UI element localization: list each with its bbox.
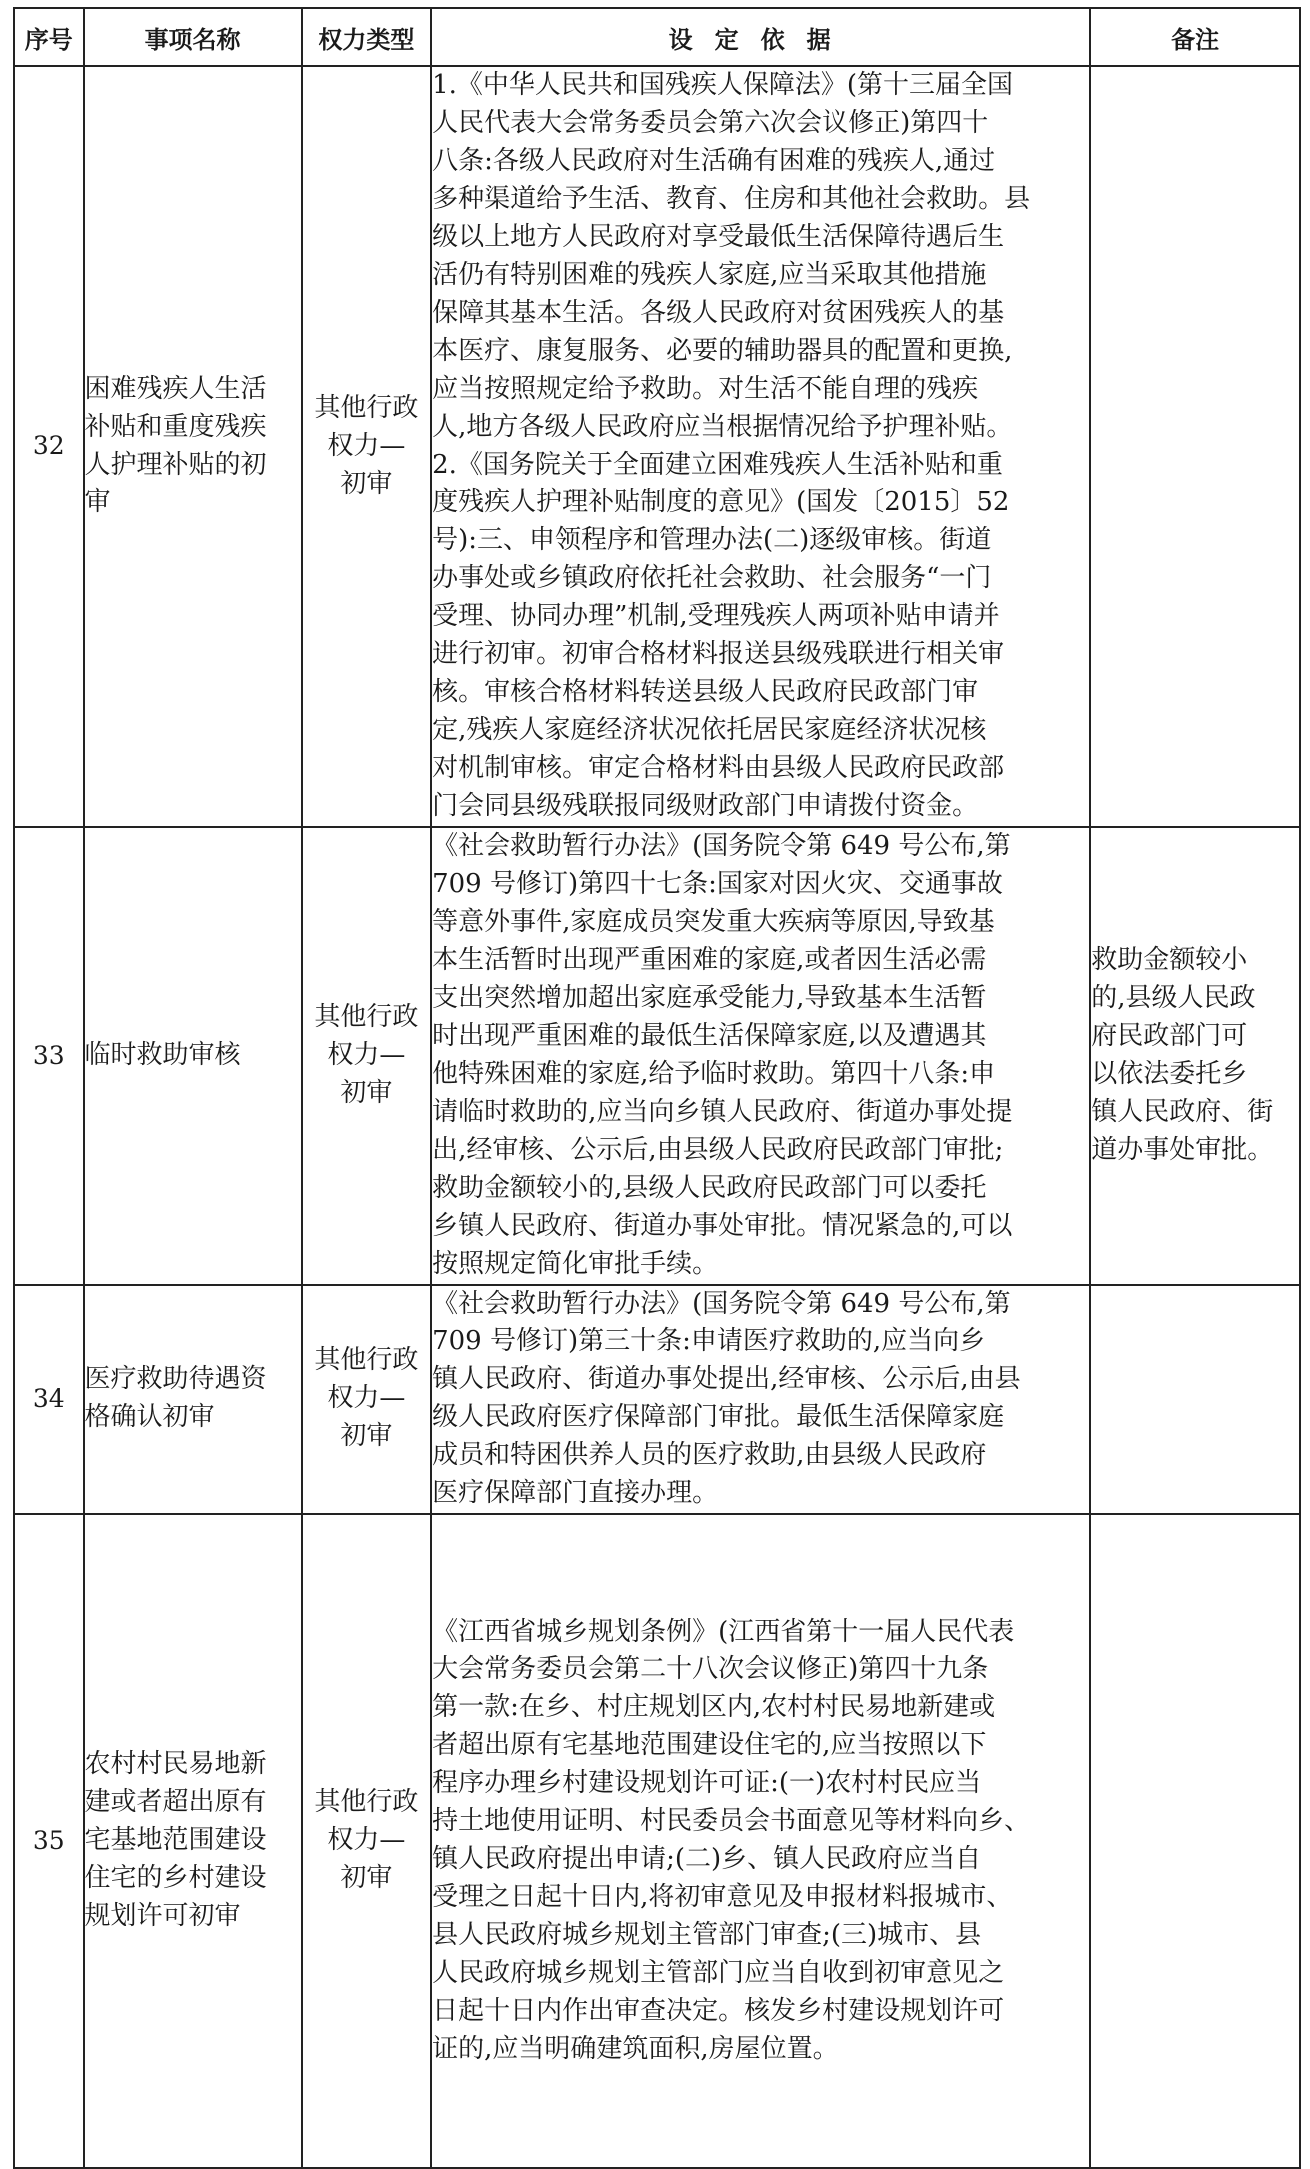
header-type: 权力类型 [302,8,431,66]
legal-basis-line: 请临时救助的,应当向乡镇人民政府、街道办事处提 [432,1096,1013,1127]
row-number: 34 [14,1285,84,1515]
legal-basis-line: 受理之日起十日内,将初审意见及申报材料报城市、 [432,1882,1013,1913]
item-name-line: 临时救助审核 [84,1039,241,1070]
authority-list-table [13,7,1301,2169]
legal-basis-line: 本生活暂时出现严重困难的家庭,或者因生活必需 [432,944,987,975]
legal-basis-line: 受理、协同办理”机制,受理残疾人两项补贴申请并 [432,601,1000,632]
legal-basis-line: 级以上地方人民政府对享受最低生活保障待遇后生 [432,221,1005,252]
authority-type-line: 权力— [327,1383,406,1414]
header-basis: 设定依据 [431,8,1090,66]
header-note: 备注 [1090,8,1300,66]
authority-type-line: 权力— [327,430,406,461]
legal-basis-line: 程序办理乡村建设规划许可证:(一)农村村民应当 [432,1768,982,1799]
table-row [14,1285,1300,1515]
item-name [84,66,302,827]
table-row [14,66,1300,827]
authority-type [302,1285,431,1515]
legal-basis-line: 乡镇人民政府、街道办事处审批。情况紧急的,可以 [432,1210,1013,1241]
legal-basis-line: 日起十日内作出审查决定。核发乡村建设规划许可 [432,1996,1005,2027]
legal-basis-line: 1.《中华人民共和国残疾人保障法》(第十三届全国 [432,70,1014,100]
legal-basis-line: 时出现严重困难的最低生活保障家庭,以及遭遇其 [432,1020,987,1051]
item-name-line: 困难残疾人生活 [84,373,267,404]
legal-basis-line: 八条:各级人民政府对生活确有困难的残疾人,通过 [432,145,996,176]
item-name-line: 医疗救助待遇资 [84,1364,267,1395]
item-name-line: 农村村民易地新 [84,1749,267,1780]
legal-basis-line: 709 号修订)第三十条:申请医疗救助的,应当向乡 [432,1326,986,1357]
header-name: 事项名称 [84,8,302,66]
remark [1090,66,1300,827]
item-name-line: 住宅的乡村建设 [84,1863,267,1894]
item-name-line: 审 [84,487,111,518]
item-name-line: 建或者超出原有 [84,1787,267,1818]
legal-basis-line: 等意外事件,家庭成员突发重大疾病等原因,导致基 [432,906,995,937]
legal-basis-line: 大会常务委员会第二十八次会议修正)第四十九条 [432,1654,989,1685]
authority-type [302,1514,431,2168]
legal-basis-line: 者超出原有宅基地范围建设住宅的,应当按照以下 [432,1730,987,1761]
authority-type-line: 其他行政 [314,1001,419,1032]
row-number: 32 [14,66,84,827]
legal-basis-line: 人,地方各级人民政府应当根据情况给予护理补贴。 [432,411,1013,442]
item-name [84,1285,302,1515]
legal-basis-line: 县人民政府城乡规划主管部门审查;(三)城市、县 [432,1920,982,1951]
legal-basis-line: 《社会救助暂行办法》(国务院令第 649 号公布,第 [432,831,1011,862]
item-name [84,827,302,1284]
legal-basis-line: 709 号修订)第四十七条:国家对因火灾、交通事故 [432,869,1003,900]
item-name-line: 宅基地范围建设 [84,1825,267,1856]
legal-basis-line: 出,经审核、公示后,由县级人民政府民政部门审批; [432,1134,1004,1165]
authority-type-line: 其他行政 [314,1345,419,1376]
legal-basis-line: 办事处或乡镇政府依托社会救助、社会服务“一门 [432,563,992,594]
authority-type [302,66,431,827]
legal-basis-line: 证的,应当明确建筑面积,房屋位置。 [432,2033,839,2064]
authority-type-line: 初审 [340,468,393,499]
authority-type [302,827,431,1284]
legal-basis-line: 《江西省城乡规划条例》(江西省第十一届人民代表 [432,1616,1015,1647]
item-name-line: 格确认初审 [84,1402,215,1433]
legal-basis-line: 核。审核合格材料转送县级人民政府民政部门审 [432,677,979,708]
legal-basis-line: 人民代表大会常务委员会第六次会议修正)第四十 [432,107,989,138]
authority-type-line: 初审 [340,1421,393,1452]
row-number: 33 [14,827,84,1284]
item-name-line: 补贴和重度残疾 [84,411,267,442]
legal-basis-line: 度残疾人护理补贴制度的意见》(国发〔2015〕52 [432,487,1010,518]
legal-basis-line: 级人民政府医疗保障部门审批。最低生活保障家庭 [432,1402,1005,1433]
legal-basis-line: 门会同县级残联报同级财政部门申请拨付资金。 [432,791,979,822]
legal-basis [431,827,1090,1284]
legal-basis-line: 医疗保障部门直接办理。 [432,1478,719,1509]
remark-line: 镇人民政府、街 [1091,1096,1274,1127]
header-no: 序号 [14,8,84,66]
legal-basis-line: 支出突然增加超出家庭承受能力,导致基本生活暂 [432,982,987,1013]
authority-type-line: 初审 [340,1077,393,1108]
legal-basis-line: 定,残疾人家庭经济状况依托居民家庭经济状况核 [432,715,987,746]
authority-type-line: 权力— [327,1039,406,1070]
legal-basis-line: 《社会救助暂行办法》(国务院令第 649 号公布,第 [432,1288,1011,1319]
legal-basis [431,66,1090,827]
legal-basis-line: 活仍有特别困难的残疾人家庭,应当采取其他措施 [432,259,987,290]
remark [1090,1514,1300,2168]
legal-basis-line: 成员和特困供养人员的医疗救助,由县级人民政府 [432,1440,987,1471]
legal-basis-line: 人民政府城乡规划主管部门应当自收到初审意见之 [432,1958,1005,1989]
header-row [14,8,1300,66]
authority-type-line: 初审 [340,1863,393,1894]
remark-line: 府民政部门可 [1091,1020,1248,1051]
legal-basis [431,1285,1090,1515]
legal-basis-line: 镇人民政府、街道办事处提出,经审核、公示后,由县 [432,1364,1021,1395]
remark-line: 以依法委托乡 [1091,1058,1248,1089]
item-name [84,1514,302,2168]
authority-type-line: 其他行政 [314,1787,419,1818]
legal-basis-line: 镇人民政府提出申请;(二)乡、镇人民政府应当自 [432,1844,982,1875]
authority-type-line: 权力— [327,1825,406,1856]
remark [1090,1285,1300,1515]
legal-basis-line: 持土地使用证明、村民委员会书面意见等材料向乡、 [432,1806,1031,1837]
legal-basis-line: 按照规定简化审批手续。 [432,1248,719,1279]
table-row [14,827,1300,1284]
item-name-line: 规划许可初审 [84,1901,241,1932]
authority-type-line: 其他行政 [314,392,419,423]
table-row [14,1514,1300,2168]
remark-line: 的,县级人民政 [1091,982,1256,1013]
item-name-line: 人护理补贴的初 [84,449,267,480]
remark-line: 救助金额较小 [1091,944,1248,975]
legal-basis-line: 第一款:在乡、村庄规划区内,农村村民易地新建或 [432,1692,996,1723]
legal-basis-line: 本医疗、康复服务、必要的辅助器具的配置和更换, [432,335,1013,366]
legal-basis-line: 应当按照规定给予救助。对生活不能自理的残疾 [432,373,979,404]
remark [1090,827,1300,1284]
row-number: 35 [14,1514,84,2168]
legal-basis-line: 对机制审核。审定合格材料由县级人民政府民政部 [432,753,1005,784]
legal-basis-line: 他特殊困难的家庭,给予临时救助。第四十八条:申 [432,1058,996,1089]
legal-basis-line: 进行初审。初审合格材料报送县级残联进行相关审 [432,639,1005,670]
remark-line: 道办事处审批。 [1091,1134,1274,1165]
legal-basis-line: 多种渠道给予生活、教育、住房和其他社会救助。县 [432,183,1031,214]
legal-basis-line: 保障其基本生活。各级人民政府对贫困残疾人的基 [432,297,1005,328]
legal-basis-line: 号):三、申领程序和管理办法(二)逐级审核。街道 [432,525,992,556]
legal-basis [431,1514,1090,2168]
legal-basis-line: 2.《国务院关于全面建立困难残疾人生活补贴和重 [432,449,1003,480]
legal-basis-line: 救助金额较小的,县级人民政府民政部门可以委托 [432,1172,987,1203]
